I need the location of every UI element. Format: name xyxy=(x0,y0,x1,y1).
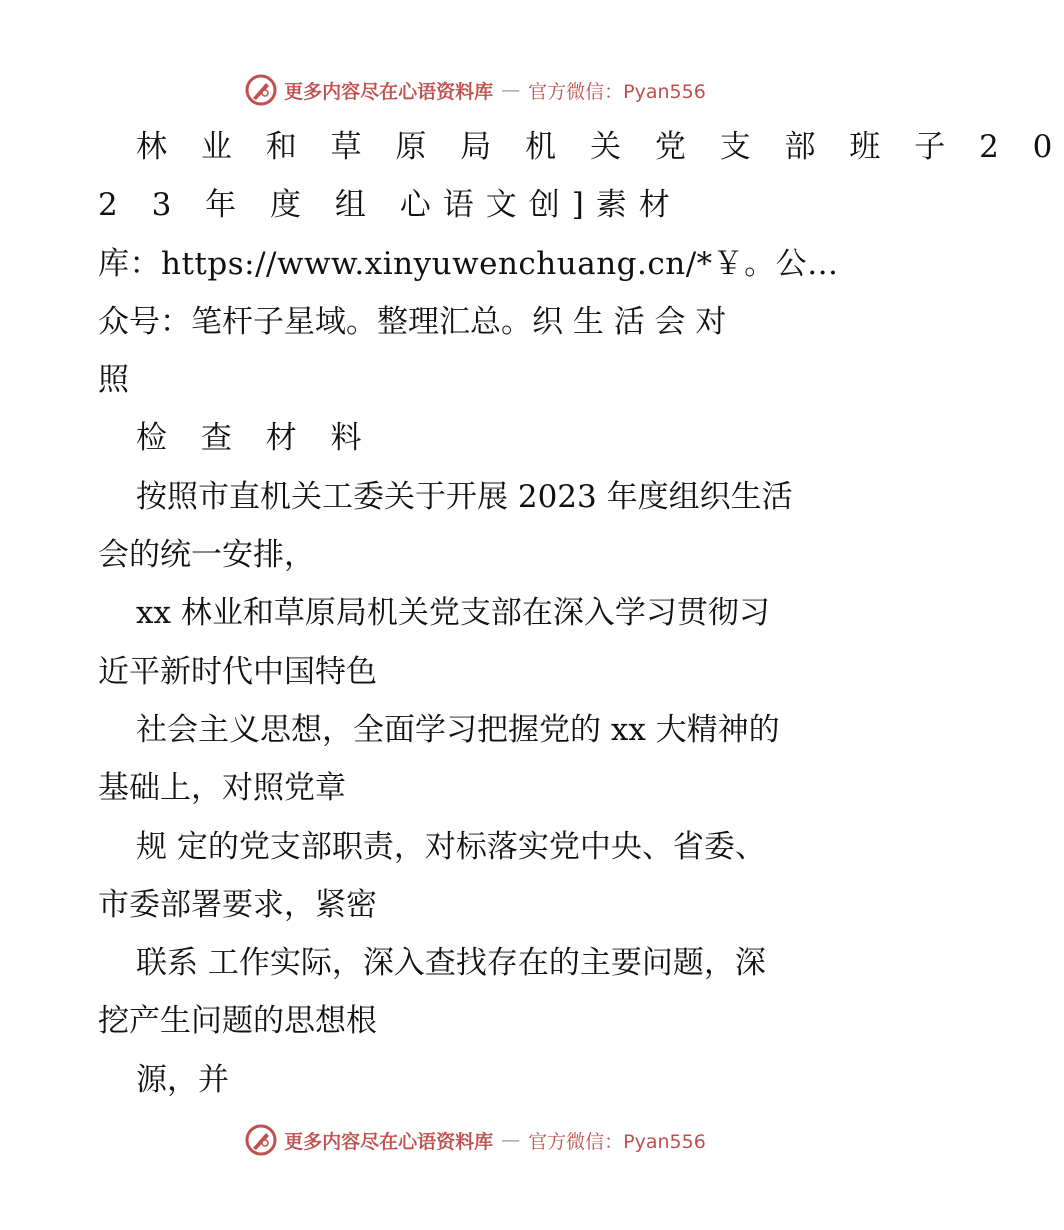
footer-contact-text: 官方微信：Pyan556 xyxy=(528,1130,706,1153)
footer-watermark-banner xyxy=(0,1120,950,1160)
header-watermark-banner xyxy=(0,70,950,110)
header-brand-text: 更多内容尽在心语资料库 xyxy=(284,80,494,103)
doc-line-4: 众号：笔杆子星域。整理汇总。织 生 活 会 对 xyxy=(98,303,727,340)
doc-line-9: xx 林业和草原局机关党支部在深入学习贯彻习 xyxy=(136,595,770,632)
doc-line-16: 挖产生问题的思想根 xyxy=(98,1003,377,1040)
doc-line-1: 林 业 和 草 原 局 机 关 党 支 部 班 子 2 0 xyxy=(136,129,1064,165)
doc-line-7: 按照市直机关工委关于开展 2023 年度组织生活 xyxy=(136,478,793,515)
doc-line-13: 规 定的党支部职责，对标落实党中央、省委、 xyxy=(136,828,766,865)
doc-line-8: 会的统一安排， xyxy=(98,537,315,574)
doc-line-5: 照 xyxy=(98,362,129,399)
footer-brand-text: 更多内容尽在心语资料库 xyxy=(284,1130,494,1153)
doc-line-17: 源，并 xyxy=(136,1061,229,1098)
doc-line-3: 库：https://www.xinyuwenchuang.cn/*￥。公… xyxy=(98,245,839,282)
doc-line-2: 2 3 年 度 组 心语文创]素材 xyxy=(98,187,682,224)
header-contact-text: 官方微信：Pyan556 xyxy=(528,80,706,103)
doc-line-11: 社会主义思想，全面学习把握党的 xx 大精神的 xyxy=(136,711,780,748)
doc-line-6: 检 查 材 料 xyxy=(136,420,374,457)
pen-logo-icon xyxy=(244,73,278,107)
doc-line-10: 近平新时代中国特色 xyxy=(98,653,377,690)
doc-line-12: 基础上，对照党章 xyxy=(98,770,346,807)
doc-line-14: 市委部署要求，紧密 xyxy=(98,886,377,923)
pen-logo-icon xyxy=(244,1123,278,1157)
footer-separator: — xyxy=(501,1129,521,1151)
document-body xyxy=(98,118,1064,1109)
doc-line-15: 联系 工作实际，深入查找存在的主要问题，深 xyxy=(136,945,766,982)
header-separator: — xyxy=(501,79,521,101)
